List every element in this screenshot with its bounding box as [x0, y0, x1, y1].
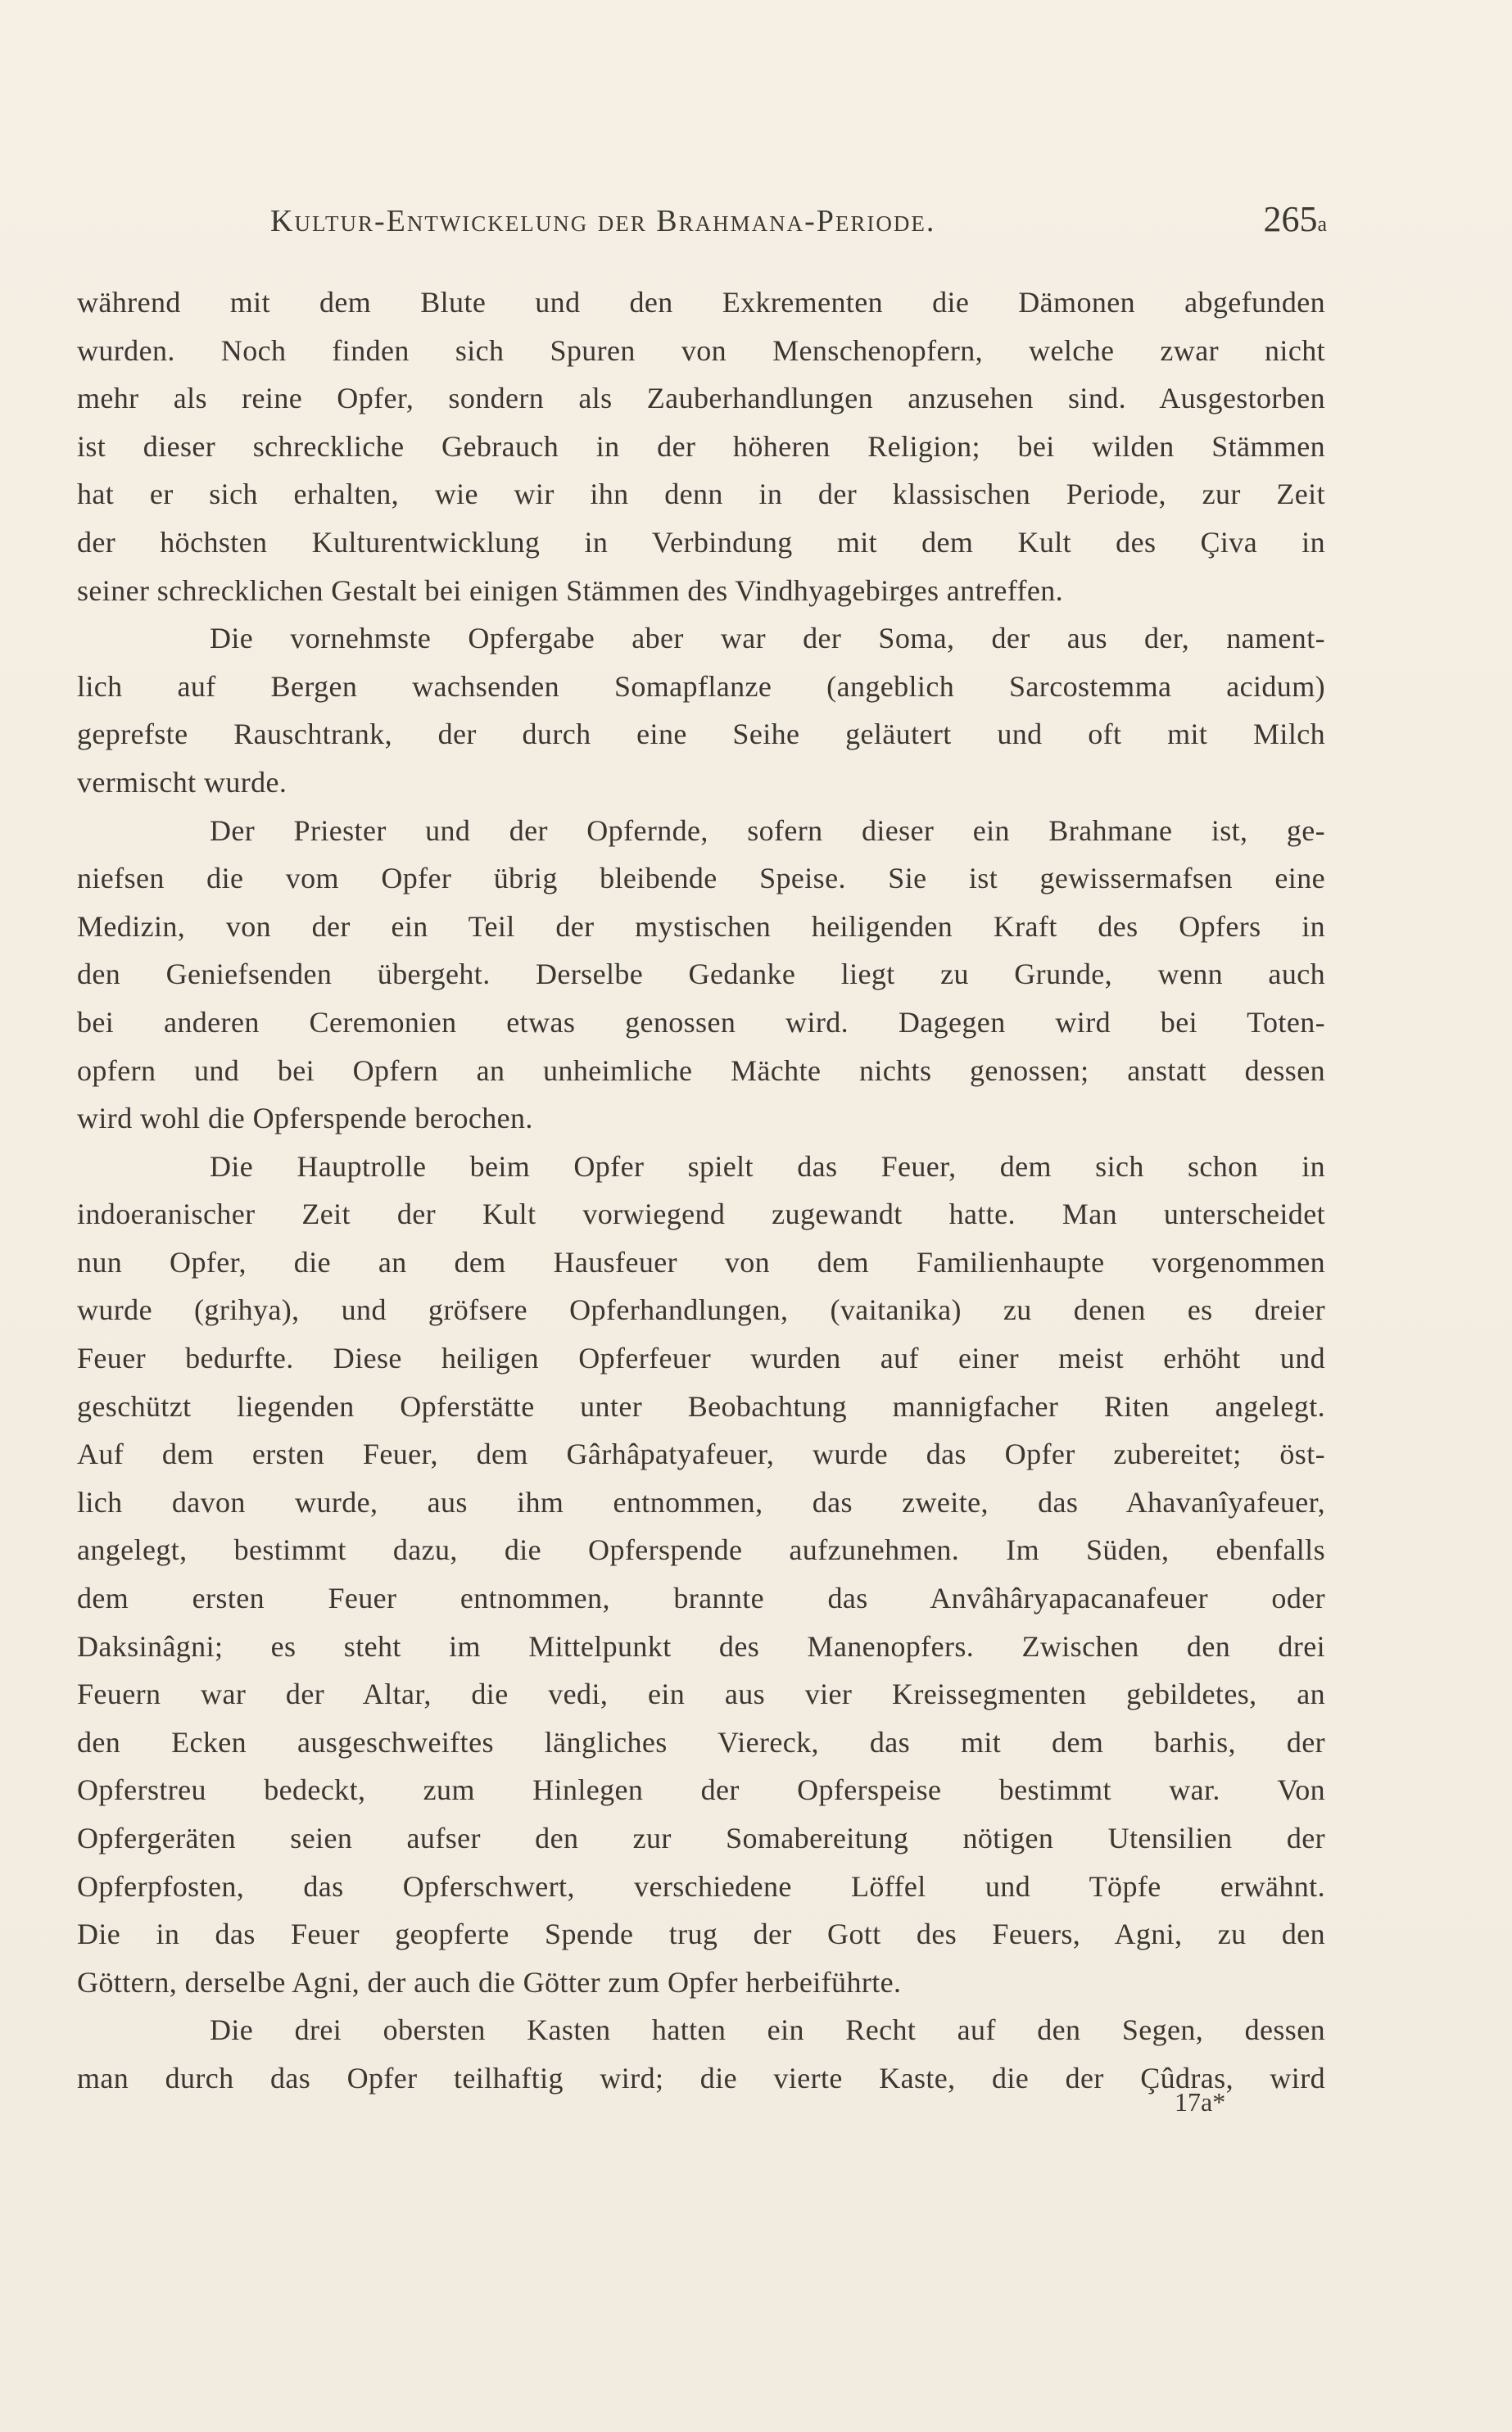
text-line: nun Opfer, die an dem Hausfeuer von dem Familienhaupte vorgenommen — [77, 1245, 1325, 1279]
text-line: geprefste Rauschtrank, der durch eine Seihe geläutert und oft mit Milch — [77, 718, 1325, 751]
text-line: Opferstreu bedeckt, zum Hinlegen der Opferspeise bestimmt war. Von — [77, 1773, 1325, 1807]
text-line: wurde (grihya), und gröfsere Opferhandlungen, (vaitanika) zu denen es dreier — [77, 1293, 1325, 1327]
text-line: bei anderen Ceremonien etwas genossen wird. Dagegen wird bei Toten- — [77, 1005, 1325, 1039]
text-line: Die in das Feuer geopferte Spende trug der Gott des Feuers, Agni, zu den — [77, 1918, 1325, 1951]
page-header — [270, 199, 1327, 252]
text-line: vermischt wurde. — [77, 765, 287, 799]
text-line: während mit dem Blute und den Exkrementen die Dämonen abgefunden — [77, 286, 1325, 319]
text-line: Die vornehmste Opfergabe aber war der Soma, der aus der, nament- — [210, 622, 1325, 655]
text-line: der höchsten Kulturentwicklung in Verbindung mit dem Kult des Çiva in — [77, 525, 1325, 559]
text-line: niefsen die vom Opfer übrig bleibende Speise. Sie ist gewissermafsen eine — [77, 862, 1325, 895]
text-line: Daksinâgni; es steht im Mittelpunkt des Manenopfers. Zwischen den drei — [77, 1629, 1325, 1663]
text-line: Feuern war der Altar, die vedi, ein aus vier Kreissegmenten gebildetes, an — [77, 1678, 1325, 1711]
text-line: den Geniefsenden übergeht. Derselbe Gedanke liegt zu Grunde, wenn auch — [77, 958, 1325, 991]
text-line: wird wohl die Opferspende berochen. — [77, 1102, 533, 1135]
text-line: lich auf Bergen wachsenden Somapflanze (angeblich Sarcostemma acidum) — [77, 669, 1325, 703]
body-text — [77, 279, 1325, 2103]
signature-mark: 17a* — [1175, 2087, 1226, 2117]
running-title: Kultur-Entwickelung der Brahmana-Periode. — [270, 204, 936, 238]
text-line: ist dieser schreckliche Gebrauch in der höheren Religion; bei wilden Stämmen — [77, 429, 1325, 463]
page-number — [1263, 198, 1327, 240]
text-line: man durch das Opfer teilhaftig wird; die vierte Kaste, die der Çûdras, wird — [77, 2061, 1325, 2095]
text-line: geschützt liegenden Opferstätte unter Beobachtung mannigfacher Riten angelegt. — [77, 1389, 1325, 1423]
text-line: Die drei obersten Kasten hatten ein Recht auf den Segen, dessen — [210, 2013, 1325, 2047]
text-line: hat er sich erhalten, wie wir ihn denn in der klassischen Periode, zur Zeit — [77, 478, 1325, 511]
page-number-suffix: a — [1317, 212, 1327, 236]
text-line: dem ersten Feuer entnommen, brannte das Anvâhâryapacanafeuer oder — [77, 1582, 1325, 1615]
text-line: Opferpfosten, das Opferschwert, verschiedene Löffel und Töpfe erwähnt. — [77, 1869, 1325, 1903]
text-line: Medizin, von der ein Teil der mystischen heiligenden Kraft des Opfers in — [77, 909, 1325, 943]
text-line: lich davon wurde, aus ihm entnommen, das zweite, das Ahavanîyafeuer, — [77, 1485, 1325, 1519]
text-line: seiner schrecklichen Gestalt bei einigen Stämmen des Vindhyagebirges antreffen. — [77, 573, 1064, 607]
text-line: Opfergeräten seien aufser den zur Somabereitung nötigen Utensilien der — [77, 1822, 1325, 1855]
text-line: Die Hauptrolle beim Opfer spielt das Feuer, dem sich schon in — [210, 1149, 1325, 1183]
text-line: Feuer bedurfte. Diese heiligen Opferfeuer wurden auf einer meist erhöht und — [77, 1342, 1325, 1375]
text-line: opfern und bei Opfern an unheimliche Mächte nichts genossen; anstatt dessen — [77, 1053, 1325, 1087]
text-line: wurden. Noch finden sich Spuren von Menschenopfern, welche zwar nicht — [77, 333, 1325, 367]
text-line: angelegt, bestimmt dazu, die Opferspende aufzunehmen. Im Süden, ebenfalls — [77, 1533, 1325, 1567]
text-line: Der Priester und der Opfernde, sofern dieser ein Brahmane ist, ge- — [210, 813, 1325, 847]
text-line: indoeranischer Zeit der Kult vorwiegend zugewandt hatte. Man unterscheidet — [77, 1198, 1325, 1231]
page-number-value: 265 — [1263, 199, 1318, 239]
text-line: Auf dem ersten Feuer, dem Gârhâpatyafeuer, wurde das Opfer zubereitet; öst- — [77, 1438, 1325, 1471]
text-line: Göttern, derselbe Agni, der auch die Götter zum Opfer herbeiführte. — [77, 1965, 902, 1999]
text-line: den Ecken ausgeschweiftes längliches Viereck, das mit dem barhis, der — [77, 1725, 1325, 1759]
text-line: mehr als reine Opfer, sondern als Zauberhandlungen anzusehen sind. Ausgestorben — [77, 382, 1325, 415]
